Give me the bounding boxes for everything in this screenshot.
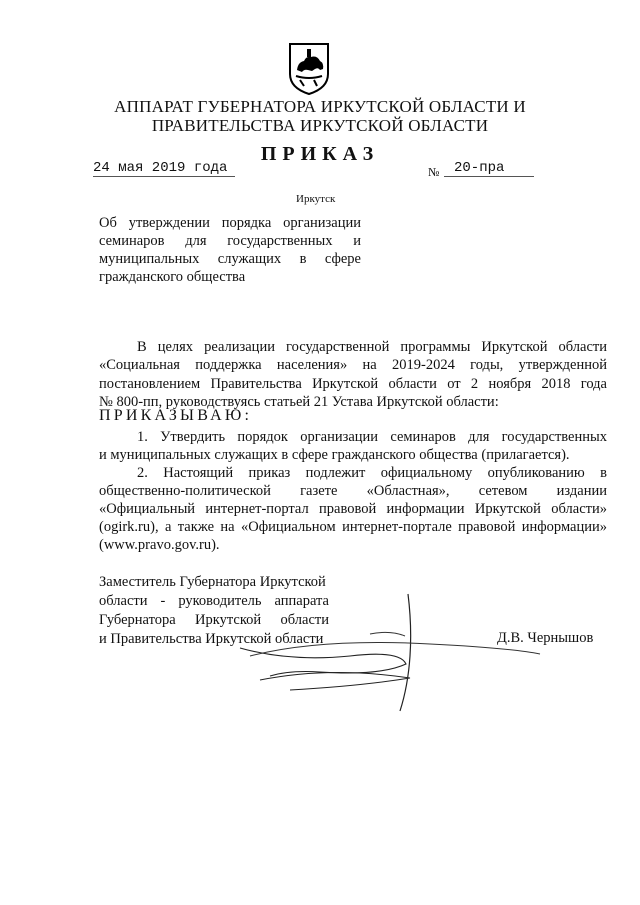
item-2-line: «Официальный интернет-портал правовой информации Иркутской области» xyxy=(99,501,607,517)
signer-name: Д.В. Чернышов xyxy=(497,630,594,646)
signer-position-line: области - руководитель аппарата xyxy=(99,593,329,609)
order-word: ПРИКАЗЫВАЮ: xyxy=(99,407,253,424)
coat-of-arms-icon xyxy=(284,40,334,96)
document-subject: Об утверждении порядка организации семинаров для государственных и муниципальных служащих в сфере гражданского общества xyxy=(99,215,361,285)
handwritten-signature xyxy=(230,586,550,716)
org-name-line-2: ПРАВИТЕЛЬСТВА ИРКУТСКОЙ ОБЛАСТИ xyxy=(151,116,489,135)
document-number: 20-пра xyxy=(444,160,534,177)
org-name-line-1: АППАРАТ ГУБЕРНАТОРА ИРКУТСКОЙ ОБЛАСТИ И xyxy=(114,97,526,116)
preamble-line: постановлением Правительства Иркутской области от 2 ноября 2018 года xyxy=(99,376,607,392)
item-2-line: (www.pravo.gov.ru). xyxy=(99,537,220,553)
signer-position-line: и Правительства Иркутской области xyxy=(99,631,324,647)
number-label: № xyxy=(428,165,440,179)
item-2-line: 2. Настоящий приказ подлежит официальному опубликованию в xyxy=(137,465,607,481)
signer-position-line: Заместитель Губернатора Иркутской xyxy=(99,574,326,590)
preamble-line: «Социальная поддержка населения» на 2019-2024 годы, утвержденной xyxy=(99,357,607,373)
item-1-line: и муниципальных служащих в сфере гражданского общества (прилагается). xyxy=(99,447,570,463)
document-city: Иркутск xyxy=(296,193,336,205)
item-2-line: (ogirk.ru), а также на «Официальном интернет-портале правовой информации» xyxy=(99,519,607,535)
document-title: ПРИКАЗ xyxy=(260,143,380,165)
preamble-line: В целях реализации государственной программы Иркутской области xyxy=(137,339,607,355)
item-1-line: 1. Утвердить порядок организации семинаров для государственных xyxy=(137,429,607,445)
item-2-line: общественно-политической газете «Областная», сетевом издании xyxy=(99,483,607,499)
signer-position-line: Губернатора Иркутской области xyxy=(99,612,329,628)
preamble-line: № 800-пп, руководствуясь статьей 21 Устава Иркутской области: xyxy=(99,394,499,410)
document-date: 24 мая 2019 года xyxy=(93,160,235,177)
